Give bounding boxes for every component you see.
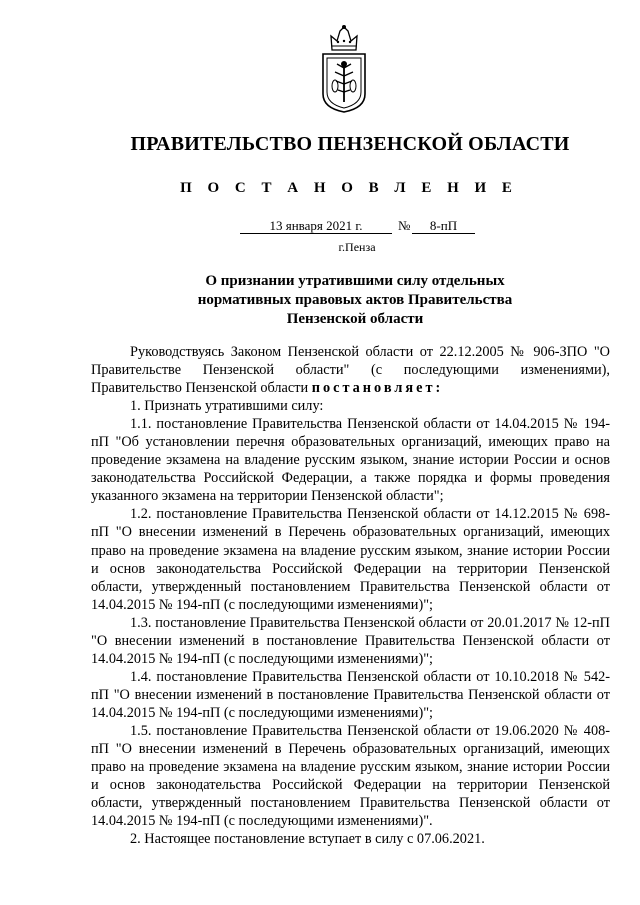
title-line: нормативных правовых актов Правительства: [197, 292, 513, 308]
preamble-paragraph: [91, 343, 610, 397]
item-1: 1. Признать утратившими силу:: [130, 398, 324, 415]
title-line: О признании утратившими силу отдельных: [205, 273, 505, 289]
item-2: 2. Настоящее постановление вступает в силу с 07.06.2021.: [130, 831, 485, 848]
document-title: [150, 272, 560, 329]
title-line: Пензенской области: [286, 311, 424, 327]
document-body: [91, 343, 610, 848]
item-1-1: 1.1. постановление Правительства Пензенской области от 14.04.2015 № 194-пП "Об установлении перечня образовательных организаций, имеющих право на проведение экзамена на владение русским языком, знание истории России и основ законодательства Российской Федерации, а также порядка и формы проведения указанного экзамена на территории Пензенской области";: [91, 416, 610, 505]
resolves-word: постановляет:: [311, 380, 444, 397]
penza-coat-of-arms-icon: [319, 24, 369, 114]
city: г.Пенза: [338, 240, 376, 254]
item-1-4: 1.4. постановление Правительства Пензенской области от 10.10.2018 № 542-пП "О внесении изменений в постановление Правительства Пензенской области от 14.04.2015 № 194-пП (с последующими изменениями)";: [91, 668, 610, 721]
government-name: ПРАВИТЕЛЬСТВО ПЕНЗЕНСКОЙ ОБЛАСТИ: [130, 133, 570, 155]
document-number: 8-пП: [412, 218, 475, 234]
preamble-text: Руководствуясь Законом Пензенской области от 22.12.2005 № 906-ЗПО "О Правительстве Пензенской области" (с последующими изменениями), Правительство Пензенской области: [91, 344, 610, 397]
item-1-5: 1.5. постановление Правительства Пензенской области от 19.06.2020 № 408-пП "О внесении изменений в Перечень образовательных организаций, имеющих право на проведение экзамена на владение русским языком, знание истории России и основ законодательства Российской Федерации на территории Пензенской области, утвержденный постановлением Правительства Пензенской области от 14.04.2015 № 194-пП (с последующими изменениями)".: [91, 722, 610, 830]
document-date: 13 января 2021 г.: [240, 218, 392, 234]
number-sign: №: [398, 218, 411, 233]
item-1-3: 1.3. постановление Правительства Пензенской области от 20.01.2017 № 12-пП "О внесении изменений в постановление Правительства Пензенской области от 14.04.2015 № 194-пП (с последующими изменениями)";: [91, 614, 610, 667]
item-1-2: 1.2. постановление Правительства Пензенской области от 14.12.2015 № 698-пП "О внесении изменений в Перечень образовательных организаций, имеющих право на проведение экзамена на владение русским языком, знание истории России и основ законодательства Российской Федерации на территории Пензенской области, утвержденный постановлением Правительства Пензенской области от 14.04.2015 № 194-пП (с последующими изменениями)";: [91, 506, 610, 613]
document-type: П О С Т А Н О В Л Е Н И Е: [180, 180, 518, 196]
